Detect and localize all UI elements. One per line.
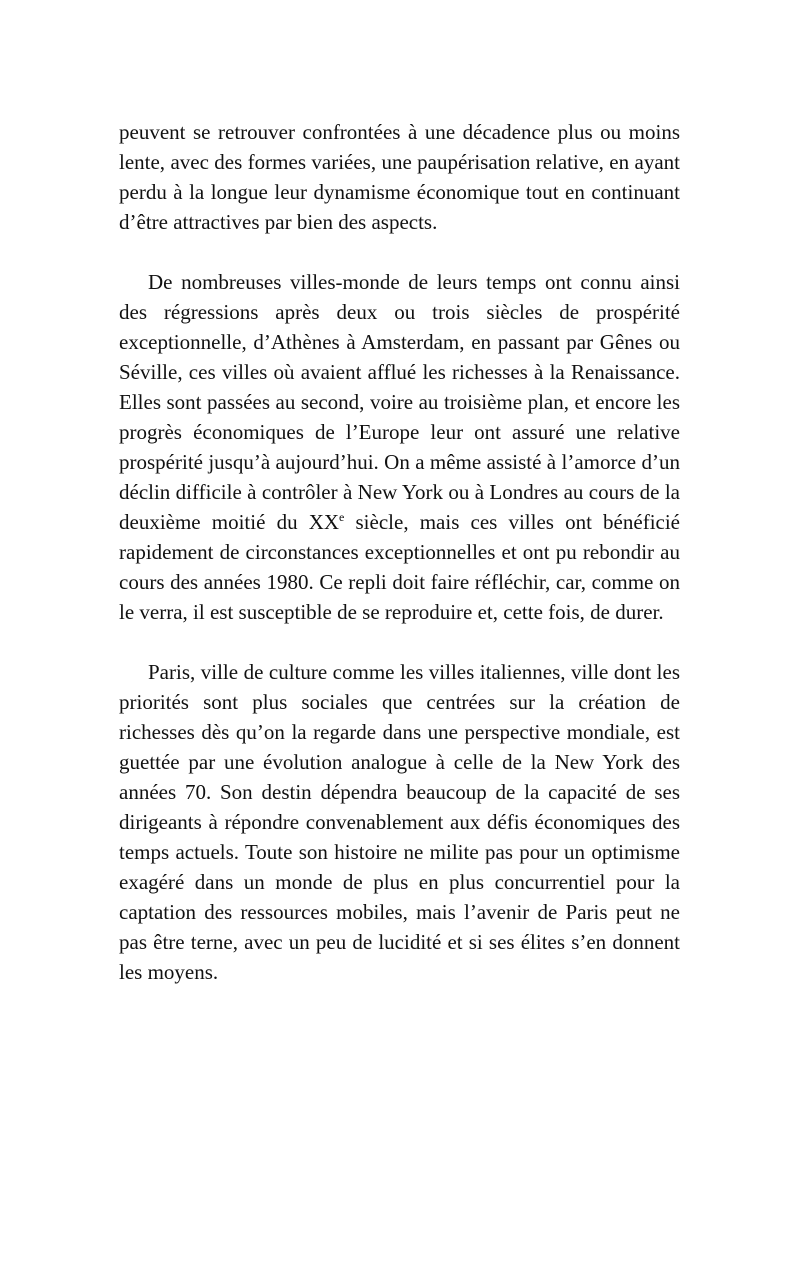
paragraph-1: peuvent se retrouver confrontées à une décadence plus ou moins lente, avec des formes variées, une paupérisation relative, en ayant perdu à la longue leur dynamisme économique tout en continuant d’être attractives par bien des aspects.: [119, 120, 680, 234]
document-page: [119, 117, 680, 1017]
paragraph-2: [119, 267, 680, 627]
paragraph-2-text-before: De nombreuses villes-monde de leurs temps ont connu ainsi des régressions après deux ou trois siècles de prospérité exceptionnelle, d’Athènes à Amsterdam, en passant par Gênes ou Séville, ces villes où avaient afflué les richesses à la Renaissance. Elles sont passées au second, voire au troisième plan, et encore les progrès économiques de l’Europe leur ont assuré une relative prospérité jusqu’à aujourd’hui. On a même assisté à l’amorce d’un déclin difficile à contrôler à New York ou à Londres au cours de la deuxième moitié du XX: [119, 270, 680, 534]
paragraph-2-text-after: siècle, mais ces villes ont bénéficié rapidement de circonstances exceptionnelles et ont pu rebondir au cours des années 1980. Ce repli doit faire réfléchir, car, comme on le verra, il est susceptible de se reproduire et, cette fois, de durer.: [119, 510, 681, 624]
century-superscript: e: [339, 510, 345, 524]
paragraph-3: Paris, ville de culture comme les villes italiennes, ville dont les priorités sont plus sociales que centrées sur la création de richesses dès qu’on la regarde dans une perspective mondiale, est guettée par une évolution analogue à celle de la New York des années 70. Son destin dépendra beaucoup de la capacité de ses dirigeants à répondre convenablement aux défis économiques des temps actuels. Toute son histoire ne milite pas pour un optimisme exagéré dans un monde de plus en plus concurrentiel pour la captation des ressources mobiles, mais l’avenir de Paris peut ne pas être terne, avec un peu de lucidité et si ses élites s’en donnent les moyens.: [119, 660, 680, 984]
